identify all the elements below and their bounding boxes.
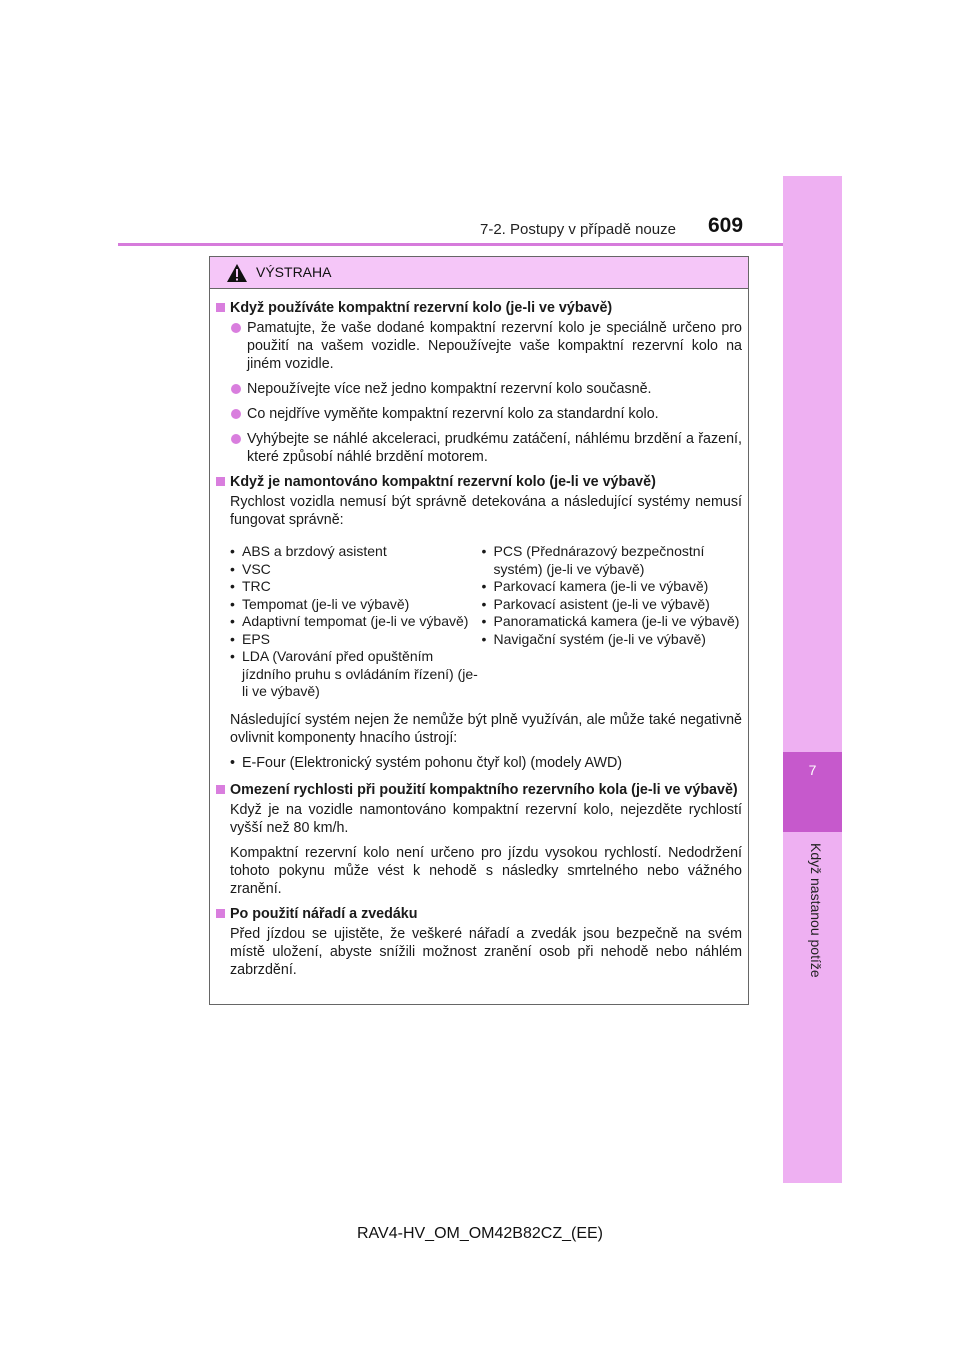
list-item: • Tempomat (je-li ve výbavě) <box>230 596 482 614</box>
side-tab <box>783 176 842 1183</box>
paragraph: Když je na vozidle namontováno kompaktní rezervní kolo, nejezděte rychlostí vyšší než 80 km/h. <box>230 801 742 836</box>
section-heading: Po použití nářadí a zvedáku <box>216 905 742 923</box>
warning-title: VÝSTRAHA <box>256 264 332 280</box>
list-item: • ABS a brzdový asistent <box>230 543 482 561</box>
list-item: Nepoužívejte více než jedno kompaktní rezervní kolo současně. <box>230 380 742 398</box>
warning-body <box>210 289 748 986</box>
header-rule <box>118 243 783 246</box>
page-number: 609 <box>708 214 744 237</box>
chapter-number: 7 <box>808 762 817 778</box>
list-item: Co nejdříve vyměňte kompaktní rezervní kolo za standardní kolo. <box>230 405 742 423</box>
list-item: • Adaptivní tempomat (je-li ve výbavě) <box>230 613 482 631</box>
list-item: Pamatujte, že vaše dodané kompaktní rezervní kolo je speciálně určeno pro použití na vašem vozidle. Nepoužívejte vaše kompaktní rezervní kolo na jiném vozidle. <box>230 319 742 373</box>
section-title: 7-2. Postupy v případě nouze <box>480 221 676 238</box>
systems-list-left <box>230 543 482 701</box>
paragraph: Kompaktní rezervní kolo není určeno pro jízdu vysokou rychlostí. Nedodržení tohoto pokynu může vést k nehodě s následky smrtelného nebo vážného zranění. <box>230 844 742 897</box>
document-code: RAV4-HV_OM_OM42B82CZ_(EE) <box>357 1225 603 1242</box>
list-item: • Parkovací kamera (je-li ve výbavě) <box>482 578 742 596</box>
list-item: • LDA (Varování před opuštěním jízdního pruhu s ovládáním řízení) (je-li ve výbavě) <box>230 648 482 701</box>
paragraph: Rychlost vozidla nemusí být správně detekována a následující systémy nemusí fungovat správně: <box>230 494 742 528</box>
list-item: • VSC <box>230 561 482 579</box>
paragraph: Před jízdou se ujistěte, že veškeré nářadí a zvedák jsou bezpečně na svém místě uložení, abyste snížili možnost zranění osob při nehodě nebo náhlém zabrzdění. <box>230 925 742 978</box>
list-item: • TRC <box>230 578 482 596</box>
list-item: • Parkovací asistent (je-li ve výbavě) <box>482 596 742 614</box>
section-heading: Když používáte kompaktní rezervní kolo (je-li ve výbavě) <box>216 299 742 317</box>
list-item: • EPS <box>230 631 482 649</box>
warning-triangle-icon <box>226 263 248 283</box>
list-item: • E-Four (Elektronický systém pohonu čtyř kol) (modely AWD) <box>230 754 742 772</box>
warning-header <box>210 257 748 289</box>
list-item: • PCS (Přednárazový bezpečnostní systém) (je-li ve výbavě) <box>482 543 742 578</box>
systems-columns <box>230 543 742 701</box>
list-item: • Panoramatická kamera (je-li ve výbavě) <box>482 613 742 631</box>
section-heading: Omezení rychlosti při použití kompaktního rezervního kola (je-li ve výbavě) <box>216 781 742 799</box>
warning-box <box>209 256 749 1005</box>
systems-list-right <box>482 543 742 701</box>
list-item: • Navigační systém (je-li ve výbavě) <box>482 631 742 649</box>
chapter-title: Když nastanou potíže <box>808 843 824 978</box>
list-item: Vyhýbejte se náhlé akceleraci, prudkému zatáčení, náhlému brzdění a řazení, které způsobí náhlé brzdění motorem. <box>230 430 742 466</box>
paragraph: Následující systém nejen že nemůže být plně využíván, ale může také negativně ovlivnit komponenty hnacího ústrojí: <box>230 711 742 746</box>
section-heading: Když je namontováno kompaktní rezervní kolo (je-li ve výbavě) <box>216 473 742 491</box>
